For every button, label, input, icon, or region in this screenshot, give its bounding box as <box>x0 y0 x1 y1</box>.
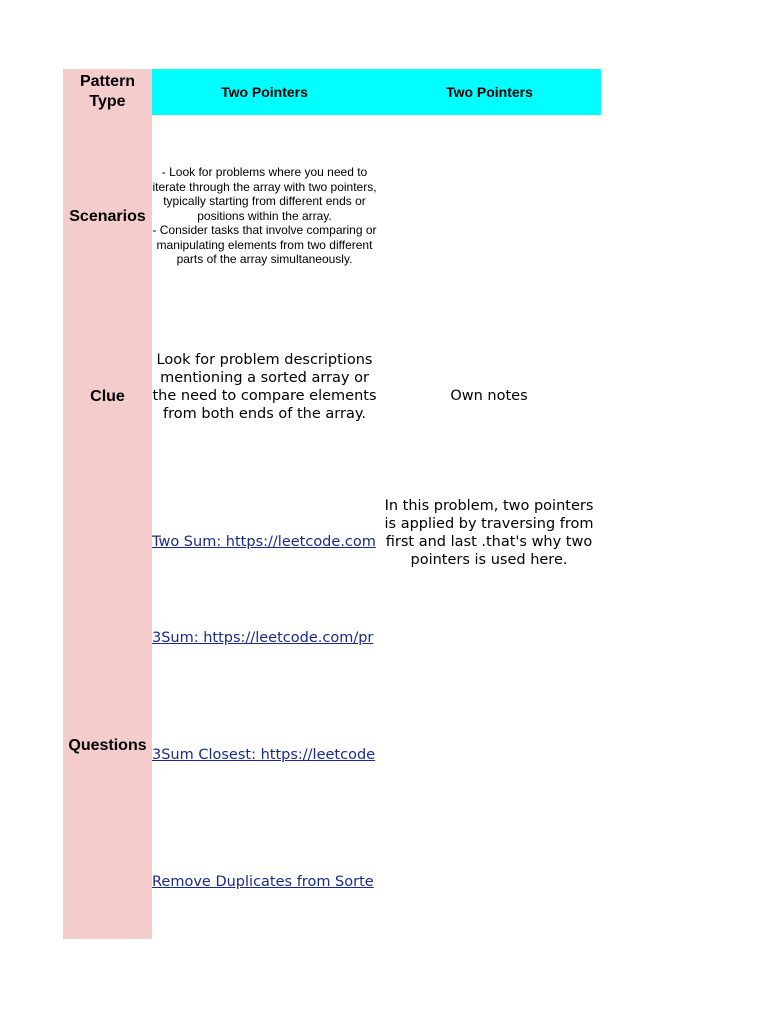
question-link-remove-duplicates[interactable]: Remove Duplicates from Sorte <box>152 874 374 890</box>
row-label-pattern-type: Pattern Type <box>79 73 136 110</box>
row-label-scenarios: Scenarios <box>69 208 146 225</box>
row-label-column <box>63 69 152 939</box>
question-link-two-sum[interactable]: Two Sum: https://leetcode.com <box>152 534 376 550</box>
own-notes-label: Own notes <box>450 388 528 404</box>
question-link-3sum[interactable]: 3Sum: https://leetcode.com/pr <box>152 630 374 646</box>
scenarios-text: - Look for problems where you need to iterate through the array with two pointers, typically starting from different ends or positions within the array. - Consider tasks that involve comparing or manipulating elements from two different parts of the array simultaneously. <box>152 165 377 266</box>
header-col2: Two Pointers <box>446 84 533 100</box>
question-note-1: In this problem, two pointers is applied by traversing from first and last .that's why two pointers is used here. <box>384 498 594 568</box>
row-label-clue: Clue <box>90 388 125 405</box>
question-link-3sum-closest[interactable]: 3Sum Closest: https://leetcode <box>152 747 376 763</box>
header-col1: Two Pointers <box>221 84 308 100</box>
clue-text: Look for problem descriptions mentioning a sorted array or the need to compare elements from both ends of the array. <box>152 352 377 422</box>
row-label-questions: Questions <box>68 737 147 754</box>
